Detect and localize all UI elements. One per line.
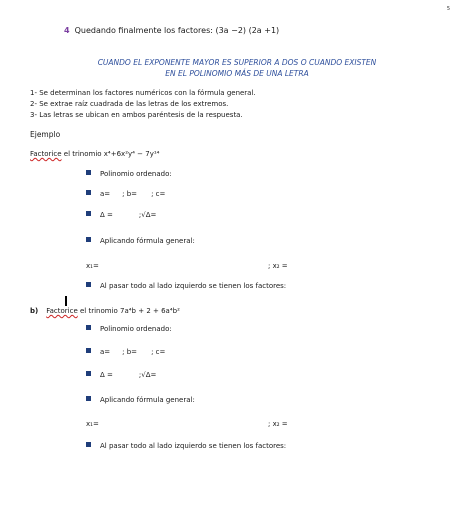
bullet-icon	[86, 371, 91, 376]
example-b-coef-c: ; c=	[151, 348, 166, 356]
example-a-prompt	[30, 150, 159, 159]
example-b-coef-b: ; b=	[122, 348, 138, 356]
example-a-sqrt-delta: ;√Δ=	[138, 211, 157, 219]
rule-2: 2- Se extrae raíz cuadrada de las letras de los extremos.	[30, 100, 229, 108]
section-heading-line-2: EN EL POLINOMIO MÁS DE UNA LETRA	[165, 69, 309, 78]
example-title: Ejemplo	[30, 130, 61, 139]
example-a-coef-c: ; c=	[151, 190, 166, 198]
example-b-x1: x₁=	[86, 420, 99, 428]
example-a-delta: Δ =	[100, 211, 113, 219]
example-b-prompt	[30, 307, 180, 316]
example-a-prompt-keyword: Factorice	[30, 150, 62, 158]
example-a-formula-label: Aplicando fórmula general:	[100, 237, 195, 245]
example-b-ordered-label: Polinomio ordenado:	[100, 325, 172, 333]
example-b-coefs-item	[86, 348, 165, 357]
bullet-icon	[86, 396, 91, 401]
example-b-prompt-rest: el trinomio 7a⁴b + 2 + 6a⁴b²	[77, 307, 180, 315]
example-a-x1: x₁=	[86, 262, 99, 270]
example-b-formula-item	[86, 396, 195, 405]
example-b-move-label: Al pasar todo al lado izquierdo se tienen los factores:	[100, 442, 287, 450]
example-b-delta: Δ =	[100, 371, 113, 379]
bullet-icon	[86, 211, 91, 216]
example-b-formula-label: Aplicando fórmula general:	[100, 396, 195, 404]
step-4-text: Quedando finalmente los factores: (3a −2) (2a +1)	[74, 26, 280, 35]
example-a-x2: ; x₂ =	[268, 262, 288, 270]
example-a-coefs-item	[86, 190, 165, 199]
bullet-icon	[86, 170, 91, 175]
example-a-coef-b: ; b=	[122, 190, 138, 198]
page-number: 5	[446, 6, 450, 12]
example-b-delta-item	[86, 371, 156, 380]
example-a-delta-item	[86, 211, 156, 220]
section-heading-line-1: CUANDO EL EXPONENTE MAYOR ES SUPERIOR A DOS O CUANDO EXISTEN	[97, 58, 377, 67]
example-a-coef-a: a=	[100, 190, 111, 198]
step-4-number: 4	[64, 26, 70, 35]
example-b-sqrt-delta: ;√Δ=	[138, 371, 157, 379]
example-a-move-item	[86, 282, 286, 291]
example-b-coef-a: a=	[100, 348, 111, 356]
rule-3: 3- Las letras se ubican en ambos paréntesis de la respuesta.	[30, 111, 243, 119]
step-4	[64, 26, 279, 35]
example-a-ordered-label: Polinomio ordenado:	[100, 170, 172, 178]
example-a-prompt-rest: el trinomio x⁴+6x²y⁴ − 7y¹⁴	[61, 150, 160, 158]
example-a-ordered-item	[86, 170, 172, 179]
example-b-move-item	[86, 442, 286, 451]
bullet-icon	[86, 237, 91, 242]
bullet-icon	[86, 325, 91, 330]
bullet-icon	[86, 282, 91, 287]
example-b-ordered-item	[86, 325, 172, 334]
example-a-move-label: Al pasar todo al lado izquierdo se tienen los factores:	[100, 282, 287, 290]
bullet-icon	[86, 442, 91, 447]
example-b-label: b)	[30, 307, 39, 315]
example-b-prompt-keyword: Factorice	[46, 307, 78, 315]
example-b-x2: ; x₂ =	[268, 420, 288, 428]
bullet-icon	[86, 190, 91, 195]
bullet-icon	[86, 348, 91, 353]
text-cursor	[65, 296, 67, 306]
rule-1: 1- Se determinan los factores numéricos con la fórmula general.	[30, 89, 256, 97]
example-a-formula-item	[86, 237, 195, 246]
